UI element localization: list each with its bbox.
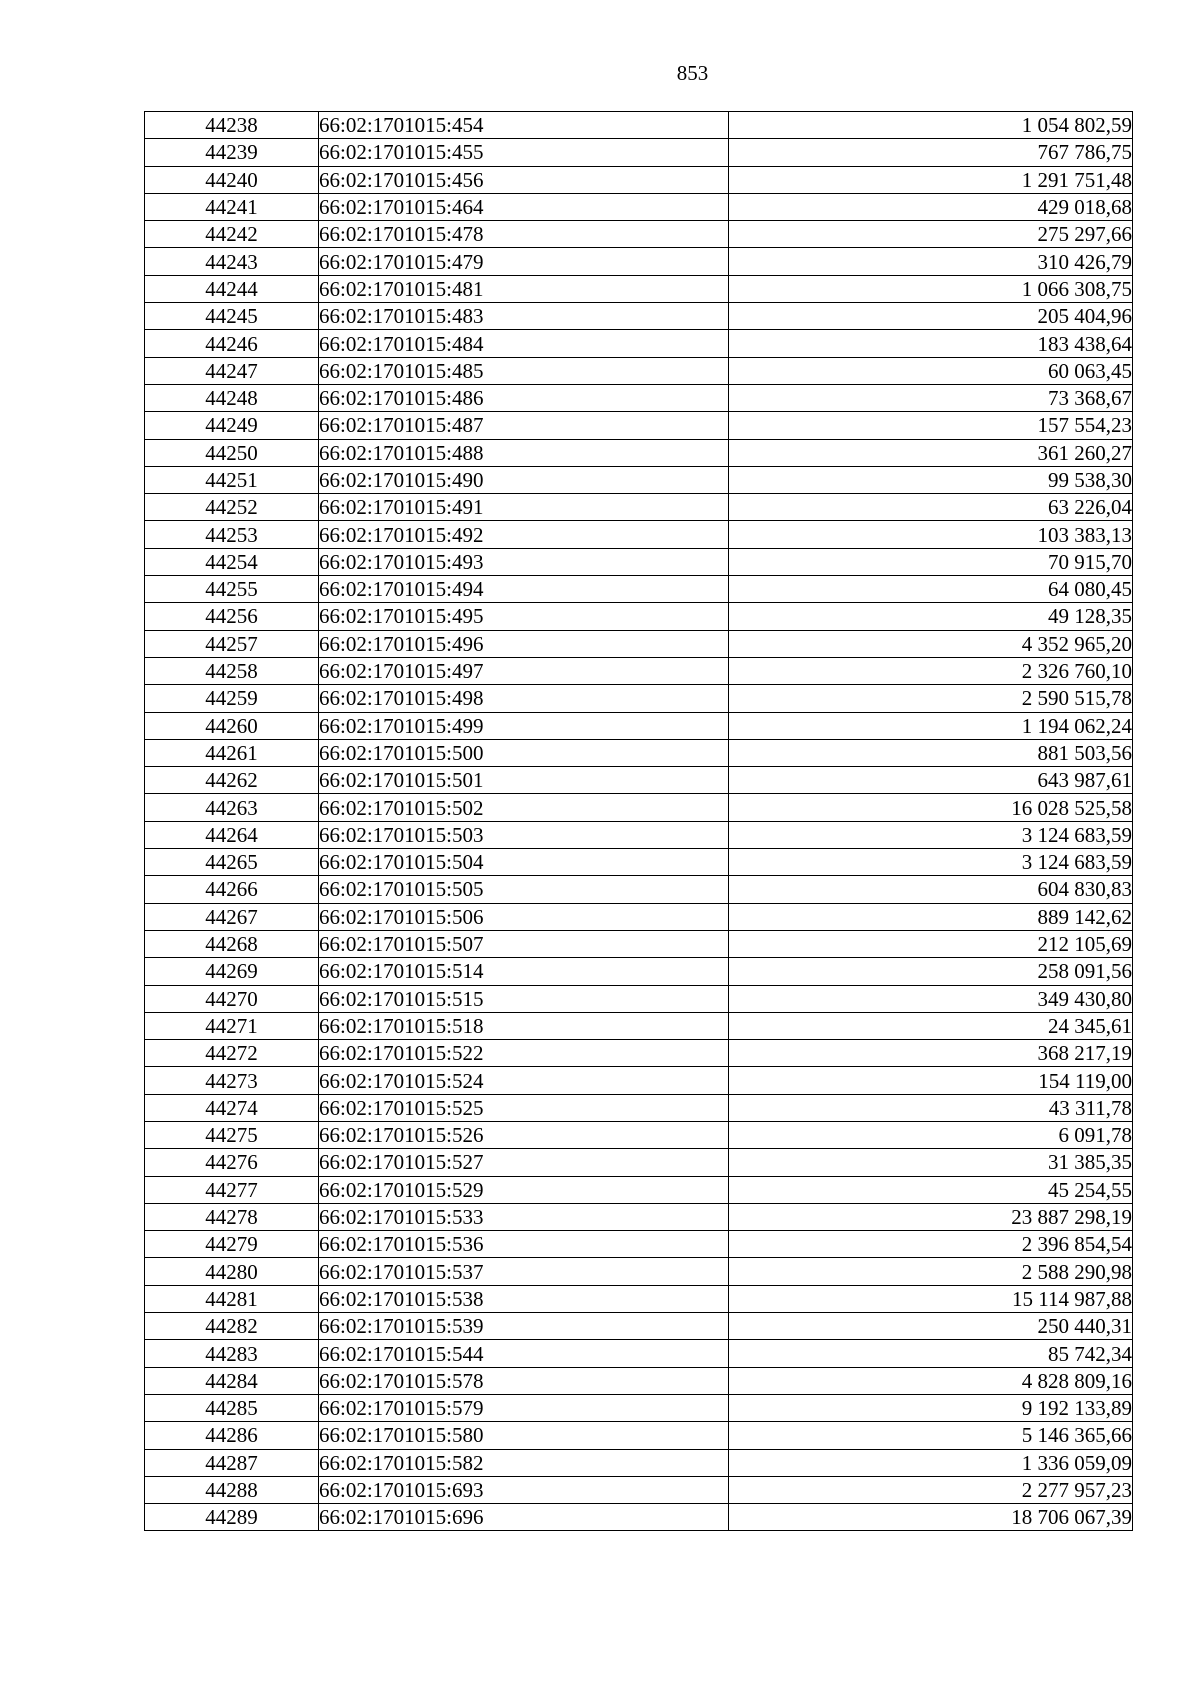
cadastral-number-cell: 66:02:1701015:529 <box>319 1176 729 1203</box>
row-number-cell: 44287 <box>145 1449 319 1476</box>
row-number-cell: 44240 <box>145 166 319 193</box>
row-number-cell: 44284 <box>145 1367 319 1394</box>
cadastral-value-cell: 4 828 809,16 <box>729 1367 1133 1394</box>
table-row <box>145 1094 1133 1121</box>
cadastral-value-cell: 5 146 365,66 <box>729 1422 1133 1449</box>
row-number-cell: 44246 <box>145 330 319 357</box>
table-row <box>145 112 1133 139</box>
cadastral-number-cell: 66:02:1701015:514 <box>319 958 729 985</box>
table-row <box>145 139 1133 166</box>
cadastral-value-cell: 43 311,78 <box>729 1094 1133 1121</box>
table-row <box>145 1012 1133 1039</box>
row-number-cell: 44268 <box>145 930 319 957</box>
cadastral-number-cell: 66:02:1701015:539 <box>319 1313 729 1340</box>
cadastral-value-cell: 157 554,23 <box>729 412 1133 439</box>
row-number-cell: 44264 <box>145 821 319 848</box>
cadastral-value-cell: 361 260,27 <box>729 439 1133 466</box>
table-row <box>145 1476 1133 1503</box>
cadastral-number-cell: 66:02:1701015:538 <box>319 1285 729 1312</box>
row-number-cell: 44270 <box>145 985 319 1012</box>
cadastral-number-cell: 66:02:1701015:507 <box>319 930 729 957</box>
row-number-cell: 44272 <box>145 1040 319 1067</box>
table-row <box>145 1313 1133 1340</box>
table-row <box>145 739 1133 766</box>
cadastral-number-cell: 66:02:1701015:490 <box>319 466 729 493</box>
table-row <box>145 930 1133 957</box>
cadastral-value-cell: 349 430,80 <box>729 985 1133 1012</box>
cadastral-value-cell: 2 277 957,23 <box>729 1476 1133 1503</box>
cadastral-number-cell: 66:02:1701015:484 <box>319 330 729 357</box>
row-number-cell: 44239 <box>145 139 319 166</box>
row-number-cell: 44259 <box>145 685 319 712</box>
cadastral-value-cell: 205 404,96 <box>729 303 1133 330</box>
cadastral-number-cell: 66:02:1701015:500 <box>319 739 729 766</box>
row-number-cell: 44277 <box>145 1176 319 1203</box>
cadastral-value-cell: 23 887 298,19 <box>729 1203 1133 1230</box>
table-row <box>145 767 1133 794</box>
table-row <box>145 166 1133 193</box>
cadastral-number-cell: 66:02:1701015:518 <box>319 1012 729 1039</box>
row-number-cell: 44282 <box>145 1313 319 1340</box>
cadastral-value-cell: 63 226,04 <box>729 494 1133 521</box>
cadastral-number-cell: 66:02:1701015:503 <box>319 821 729 848</box>
cadastral-number-cell: 66:02:1701015:499 <box>319 712 729 739</box>
row-number-cell: 44274 <box>145 1094 319 1121</box>
table-row <box>145 1176 1133 1203</box>
table-row <box>145 576 1133 603</box>
cadastral-number-cell: 66:02:1701015:454 <box>319 112 729 139</box>
table-row <box>145 193 1133 220</box>
table-row <box>145 248 1133 275</box>
cadastral-value-cell: 2 326 760,10 <box>729 657 1133 684</box>
table-row <box>145 849 1133 876</box>
cadastral-number-cell: 66:02:1701015:487 <box>319 412 729 439</box>
table-row <box>145 1067 1133 1094</box>
cadastral-number-cell: 66:02:1701015:536 <box>319 1231 729 1258</box>
row-number-cell: 44276 <box>145 1149 319 1176</box>
table-row <box>145 384 1133 411</box>
row-number-cell: 44261 <box>145 739 319 766</box>
cadastral-number-cell: 66:02:1701015:537 <box>319 1258 729 1285</box>
cadastral-number-cell: 66:02:1701015:525 <box>319 1094 729 1121</box>
cadastral-number-cell: 66:02:1701015:479 <box>319 248 729 275</box>
cadastral-value-cell: 73 368,67 <box>729 384 1133 411</box>
row-number-cell: 44285 <box>145 1394 319 1421</box>
cadastral-number-cell: 66:02:1701015:506 <box>319 903 729 930</box>
cadastral-value-cell: 1 054 802,59 <box>729 112 1133 139</box>
table-row <box>145 1149 1133 1176</box>
cadastral-number-cell: 66:02:1701015:533 <box>319 1203 729 1230</box>
cadastral-number-cell: 66:02:1701015:494 <box>319 576 729 603</box>
table-row <box>145 821 1133 848</box>
row-number-cell: 44283 <box>145 1340 319 1367</box>
table-row <box>145 1449 1133 1476</box>
table-row <box>145 903 1133 930</box>
row-number-cell: 44242 <box>145 221 319 248</box>
cadastral-value-cell: 9 192 133,89 <box>729 1394 1133 1421</box>
row-number-cell: 44269 <box>145 958 319 985</box>
cadastral-value-cell: 24 345,61 <box>729 1012 1133 1039</box>
cadastral-value-cell: 70 915,70 <box>729 548 1133 575</box>
cadastral-value-cell: 31 385,35 <box>729 1149 1133 1176</box>
row-number-cell: 44265 <box>145 849 319 876</box>
cadastral-number-cell: 66:02:1701015:524 <box>319 1067 729 1094</box>
cadastral-value-cell: 60 063,45 <box>729 357 1133 384</box>
row-number-cell: 44244 <box>145 275 319 302</box>
table-row <box>145 1367 1133 1394</box>
cadastral-number-cell: 66:02:1701015:579 <box>319 1394 729 1421</box>
table-row <box>145 521 1133 548</box>
cadastral-value-cell: 16 028 525,58 <box>729 794 1133 821</box>
cadastral-number-cell: 66:02:1701015:527 <box>319 1149 729 1176</box>
cadastral-value-cell: 2 396 854,54 <box>729 1231 1133 1258</box>
row-number-cell: 44280 <box>145 1258 319 1285</box>
cadastral-value-cell: 64 080,45 <box>729 576 1133 603</box>
table-body <box>145 112 1133 1531</box>
cadastral-value-cell: 275 297,66 <box>729 221 1133 248</box>
cadastral-number-cell: 66:02:1701015:495 <box>319 603 729 630</box>
table-row <box>145 221 1133 248</box>
cadastral-number-cell: 66:02:1701015:696 <box>319 1504 729 1531</box>
row-number-cell: 44257 <box>145 630 319 657</box>
cadastral-value-cell: 4 352 965,20 <box>729 630 1133 657</box>
cadastral-value-cell: 103 383,13 <box>729 521 1133 548</box>
row-number-cell: 44266 <box>145 876 319 903</box>
table-row <box>145 1121 1133 1148</box>
row-number-cell: 44252 <box>145 494 319 521</box>
table-row <box>145 630 1133 657</box>
table-row <box>145 1040 1133 1067</box>
row-number-cell: 44267 <box>145 903 319 930</box>
cadastral-number-cell: 66:02:1701015:693 <box>319 1476 729 1503</box>
cadastral-value-cell: 3 124 683,59 <box>729 821 1133 848</box>
cadastral-value-cell: 212 105,69 <box>729 930 1133 957</box>
table-row <box>145 330 1133 357</box>
cadastral-number-cell: 66:02:1701015:498 <box>319 685 729 712</box>
row-number-cell: 44278 <box>145 1203 319 1230</box>
cadastral-value-cell: 85 742,34 <box>729 1340 1133 1367</box>
cadastral-value-cell: 889 142,62 <box>729 903 1133 930</box>
row-number-cell: 44254 <box>145 548 319 575</box>
table-row <box>145 958 1133 985</box>
cadastral-value-cell: 604 830,83 <box>729 876 1133 903</box>
table-row <box>145 1504 1133 1531</box>
cadastral-value-cell: 99 538,30 <box>729 466 1133 493</box>
cadastral-value-cell: 45 254,55 <box>729 1176 1133 1203</box>
cadastral-value-cell: 881 503,56 <box>729 739 1133 766</box>
row-number-cell: 44281 <box>145 1285 319 1312</box>
table-row <box>145 1394 1133 1421</box>
cadastral-number-cell: 66:02:1701015:493 <box>319 548 729 575</box>
row-number-cell: 44271 <box>145 1012 319 1039</box>
cadastral-value-cell: 258 091,56 <box>729 958 1133 985</box>
row-number-cell: 44250 <box>145 439 319 466</box>
table-row <box>145 603 1133 630</box>
table-row <box>145 657 1133 684</box>
cadastral-number-cell: 66:02:1701015:485 <box>319 357 729 384</box>
table-row <box>145 985 1133 1012</box>
table-row <box>145 1340 1133 1367</box>
row-number-cell: 44260 <box>145 712 319 739</box>
table-row <box>145 876 1133 903</box>
cadastral-number-cell: 66:02:1701015:497 <box>319 657 729 684</box>
row-number-cell: 44262 <box>145 767 319 794</box>
table-row <box>145 1231 1133 1258</box>
cadastral-number-cell: 66:02:1701015:515 <box>319 985 729 1012</box>
cadastral-value-cell: 1 291 751,48 <box>729 166 1133 193</box>
table-row <box>145 412 1133 439</box>
row-number-cell: 44258 <box>145 657 319 684</box>
table-row <box>145 548 1133 575</box>
cadastral-value-cell: 643 987,61 <box>729 767 1133 794</box>
cadastral-value-cell: 49 128,35 <box>729 603 1133 630</box>
table-row <box>145 1285 1133 1312</box>
cadastral-number-cell: 66:02:1701015:455 <box>319 139 729 166</box>
cadastral-value-table <box>144 111 1133 1531</box>
cadastral-number-cell: 66:02:1701015:483 <box>319 303 729 330</box>
table-row <box>145 712 1133 739</box>
table-row <box>145 275 1133 302</box>
cadastral-number-cell: 66:02:1701015:464 <box>319 193 729 220</box>
table-row <box>145 685 1133 712</box>
row-number-cell: 44247 <box>145 357 319 384</box>
cadastral-number-cell: 66:02:1701015:496 <box>319 630 729 657</box>
cadastral-number-cell: 66:02:1701015:481 <box>319 275 729 302</box>
cadastral-number-cell: 66:02:1701015:488 <box>319 439 729 466</box>
table-row <box>145 794 1133 821</box>
cadastral-value-cell: 15 114 987,88 <box>729 1285 1133 1312</box>
cadastral-value-cell: 3 124 683,59 <box>729 849 1133 876</box>
cadastral-number-cell: 66:02:1701015:491 <box>319 494 729 521</box>
table-row <box>145 466 1133 493</box>
row-number-cell: 44275 <box>145 1121 319 1148</box>
cadastral-number-cell: 66:02:1701015:578 <box>319 1367 729 1394</box>
cadastral-value-cell: 1 194 062,24 <box>729 712 1133 739</box>
cadastral-value-cell: 2 590 515,78 <box>729 685 1133 712</box>
row-number-cell: 44279 <box>145 1231 319 1258</box>
table-row <box>145 1422 1133 1449</box>
row-number-cell: 44263 <box>145 794 319 821</box>
row-number-cell: 44238 <box>145 112 319 139</box>
row-number-cell: 44241 <box>145 193 319 220</box>
row-number-cell: 44253 <box>145 521 319 548</box>
cadastral-number-cell: 66:02:1701015:582 <box>319 1449 729 1476</box>
table-row <box>145 303 1133 330</box>
cadastral-number-cell: 66:02:1701015:580 <box>319 1422 729 1449</box>
cadastral-number-cell: 66:02:1701015:492 <box>319 521 729 548</box>
row-number-cell: 44286 <box>145 1422 319 1449</box>
table-row <box>145 357 1133 384</box>
table-row <box>145 439 1133 466</box>
table-row <box>145 494 1133 521</box>
cadastral-value-cell: 1 336 059,09 <box>729 1449 1133 1476</box>
table-row <box>145 1258 1133 1285</box>
cadastral-value-cell: 18 706 067,39 <box>729 1504 1133 1531</box>
table-row <box>145 1203 1133 1230</box>
cadastral-value-cell: 183 438,64 <box>729 330 1133 357</box>
cadastral-number-cell: 66:02:1701015:505 <box>319 876 729 903</box>
cadastral-number-cell: 66:02:1701015:501 <box>319 767 729 794</box>
cadastral-number-cell: 66:02:1701015:502 <box>319 794 729 821</box>
row-number-cell: 44249 <box>145 412 319 439</box>
cadastral-value-cell: 154 119,00 <box>729 1067 1133 1094</box>
cadastral-value-cell: 1 066 308,75 <box>729 275 1133 302</box>
row-number-cell: 44288 <box>145 1476 319 1503</box>
cadastral-value-cell: 767 786,75 <box>729 139 1133 166</box>
row-number-cell: 44248 <box>145 384 319 411</box>
row-number-cell: 44255 <box>145 576 319 603</box>
cadastral-number-cell: 66:02:1701015:504 <box>319 849 729 876</box>
cadastral-number-cell: 66:02:1701015:544 <box>319 1340 729 1367</box>
cadastral-value-cell: 368 217,19 <box>729 1040 1133 1067</box>
row-number-cell: 44251 <box>145 466 319 493</box>
page-number: 853 <box>676 61 709 85</box>
row-number-cell: 44273 <box>145 1067 319 1094</box>
row-number-cell: 44256 <box>145 603 319 630</box>
row-number-cell: 44289 <box>145 1504 319 1531</box>
cadastral-value-cell: 429 018,68 <box>729 193 1133 220</box>
row-number-cell: 44245 <box>145 303 319 330</box>
cadastral-number-cell: 66:02:1701015:486 <box>319 384 729 411</box>
cadastral-number-cell: 66:02:1701015:522 <box>319 1040 729 1067</box>
row-number-cell: 44243 <box>145 248 319 275</box>
cadastral-value-cell: 2 588 290,98 <box>729 1258 1133 1285</box>
cadastral-value-cell: 310 426,79 <box>729 248 1133 275</box>
cadastral-number-cell: 66:02:1701015:478 <box>319 221 729 248</box>
cadastral-value-cell: 6 091,78 <box>729 1121 1133 1148</box>
cadastral-number-cell: 66:02:1701015:456 <box>319 166 729 193</box>
cadastral-value-cell: 250 440,31 <box>729 1313 1133 1340</box>
cadastral-number-cell: 66:02:1701015:526 <box>319 1121 729 1148</box>
